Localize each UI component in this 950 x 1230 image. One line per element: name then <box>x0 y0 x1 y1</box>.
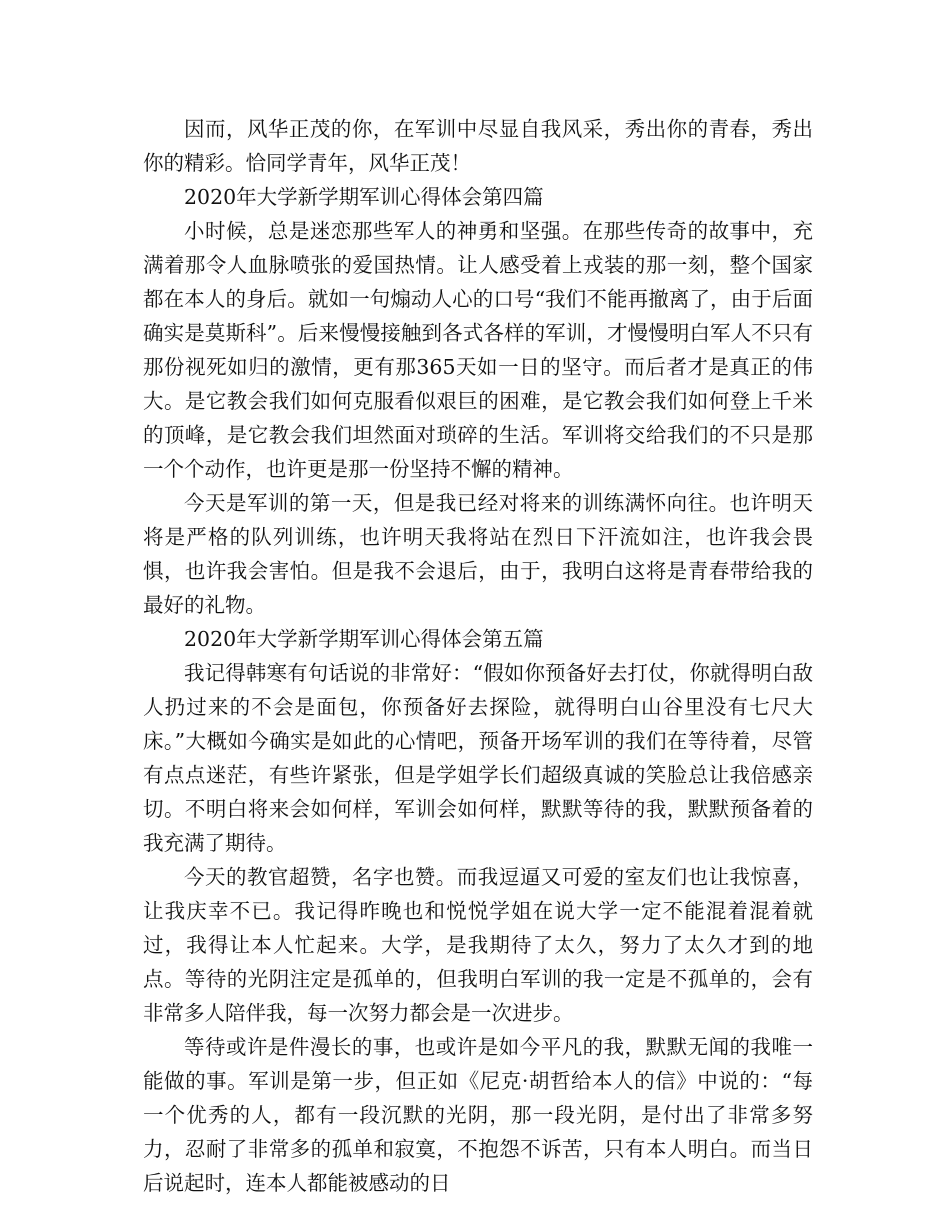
body-paragraph: 小时候，总是迷恋那些军人的神勇和坚强。在那些传奇的故事中，充满着那令人血脉喷张的爱国热情。让人感受着上戎装的那一刻，整个国家都在本人的身后。就如一句煽动人心的口号“我们不能再撤离了，由于后面确实是莫斯科”。后来慢慢接触到各式各样的军训，才慢慢明白军人不只有那份视死如归的激情，更有那365天如一日的坚守。而后者才是真正的伟大。是它教会我们如何克服看似艰巨的困难，是它教会我们如何登上千米的顶峰，是它教会我们坦然面对琐碎的生活。军训将交给我们的不只是那一个个动作，也许更是那一份坚持不懈的精神。 <box>143 219 813 481</box>
document-page <box>143 112 813 1200</box>
section-heading: 2020年大学新学期军训心得体会第五篇 <box>184 627 544 651</box>
body-paragraph: 因而，风华正茂的你，在军训中尽显自我风采，秀出你的青春，秀出你的精彩。恰同学青年，风华正茂！ <box>143 117 813 175</box>
body-paragraph: 今天是军训的第一天，但是我已经对将来的训练满怀向往。也许明天将是严格的队列训练，也许明天我将站在烈日下汗流如注，也许我会畏惧，也许我会害怕。但是我不会退后，由于，我明白这将是青春带给我的最好的礼物。 <box>143 491 813 617</box>
body-paragraph: 今天的教官超赞，名字也赞。而我逗逼又可爱的室友们也让我惊喜，让我庆幸不已。我记得昨晚也和悦悦学姐在说大学一定不能混着混着就过，我得让本人忙起来。大学，是我期待了太久，努力了太久才到的地点。等待的光阴注定是孤单的，但我明白军训的我一定是不孤单的，会有非常多人陪伴我，每一次努力都会是一次进步。 <box>143 865 813 1025</box>
section-heading: 2020年大学新学期军训心得体会第四篇 <box>184 185 544 209</box>
body-paragraph: 等待或许是件漫长的事，也或许是如今平凡的我，默默无闻的我唯一能做的事。军训是第一步，但正如《尼克·胡哲给本人的信》中说的：“每一个优秀的人，都有一段沉默的光阴，那一段光阴，是付出了非常多努力，忍耐了非常多的孤单和寂寞，不抱怨不诉苦，只有本人明白。而当日后说起时，连本人都能被感动的日 <box>143 1035 813 1195</box>
body-paragraph: 我记得韩寒有句话说的非常好：“假如你预备好去打仗，你就得明白敌人扔过来的不会是面包，你预备好去探险，就得明白山谷里没有七尺大床。”大概如今确实是如此的心情吧，预备开场军训的我们在等待着，尽管有点点迷茫，有些许紧张，但是学姐学长们超级真诚的笑脸总让我倍感亲切。不明白将来会如何样，军训会如何样，默默等待的我，默默预备着的我充满了期待。 <box>143 661 813 855</box>
